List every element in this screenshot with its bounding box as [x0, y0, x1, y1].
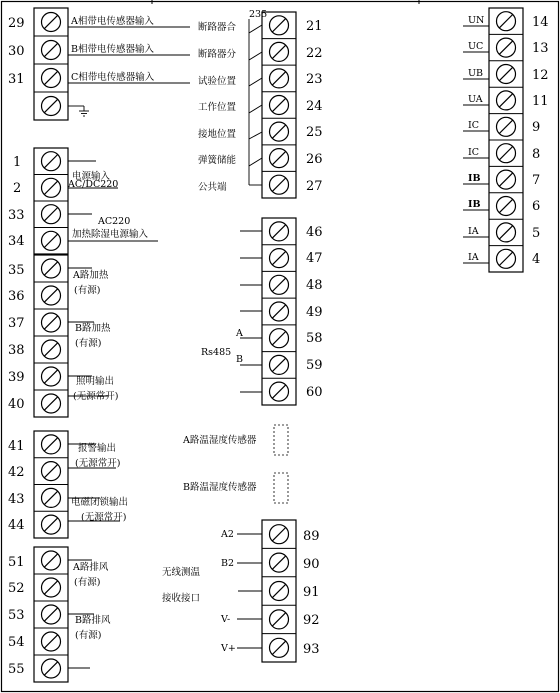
- block-alarm: [8, 431, 128, 538]
- terminal-number: 9: [532, 120, 541, 135]
- screw-terminal: [42, 152, 61, 171]
- signal-label: IC: [468, 147, 480, 158]
- breaker-status-label: 公共端: [198, 182, 227, 193]
- breaker-status-label: 接地位置: [198, 129, 237, 140]
- signal-label: UB: [468, 68, 483, 79]
- alarm-passive-label: (无源常开): [75, 458, 121, 469]
- terminal-number: 55: [8, 662, 25, 677]
- terminal-number: 37: [8, 316, 25, 331]
- terminal-number: 4: [532, 252, 541, 267]
- wireless-pin-label: V+: [221, 643, 236, 654]
- screw-terminal: [42, 286, 61, 305]
- terminal-number: 59: [306, 358, 323, 373]
- wireless-temp-label: 无线测温: [162, 567, 201, 578]
- lighting-output-label: 照明输出: [76, 376, 115, 387]
- terminal-number: 6: [532, 199, 541, 214]
- screw-terminal: [497, 65, 516, 84]
- sensor-input-label: C相带电传感器输入: [71, 72, 155, 83]
- fan-a-label: A路排风: [73, 562, 109, 573]
- screw-terminal: [42, 367, 61, 386]
- screw-terminal: [270, 582, 289, 601]
- terminal-number: 53: [8, 608, 25, 623]
- wireless-pin-label: B2: [221, 558, 235, 569]
- screw-terminal: [42, 462, 61, 481]
- terminal-number: 44: [8, 518, 25, 533]
- terminal-number: 51: [8, 555, 25, 570]
- lock-passive-label: (无源常开): [81, 512, 127, 523]
- signal-label: IA: [468, 226, 479, 237]
- power-voltage-label: AC/DC220: [68, 179, 119, 190]
- screw-terminal: [270, 249, 289, 268]
- rs485-b-label: B: [236, 354, 243, 365]
- terminal-number: 91: [303, 585, 320, 600]
- terminal-number: 49: [306, 305, 323, 320]
- terminal-number: 8: [532, 147, 541, 162]
- terminal-number: 52: [8, 581, 25, 596]
- terminal-number: 48: [306, 278, 323, 293]
- screw-terminal: [270, 355, 289, 374]
- signal-label: IB: [468, 199, 481, 210]
- sensor-input-label: B相带电传感器输入: [71, 44, 154, 55]
- screw-terminal: [270, 302, 289, 321]
- fan-b-label: B路排风: [75, 615, 111, 626]
- terminal-number: 5: [532, 226, 541, 241]
- terminal-number: 93: [303, 642, 320, 657]
- screw-terminal: [497, 144, 516, 163]
- screw-terminal: [270, 42, 289, 61]
- sensor-a-label: A路温湿度传感器: [183, 435, 257, 446]
- signal-label: UN: [468, 15, 485, 26]
- terminal-number: 60: [306, 385, 323, 400]
- signal-label: IC: [468, 120, 480, 131]
- terminal-number: 1: [13, 155, 22, 170]
- sensor-input-label: A相带电传感器输入: [71, 16, 154, 27]
- signal-label: IA: [468, 252, 479, 263]
- wireless-pin-label: V-: [221, 614, 231, 625]
- heater-b-label: B路加热: [75, 323, 111, 334]
- terminal-number: 35: [8, 263, 25, 278]
- terminal-number: 11: [532, 94, 549, 109]
- breaker-status-label: 弹簧储能: [198, 155, 237, 166]
- screw-terminal: [270, 96, 289, 115]
- terminal-number: 30: [8, 44, 25, 59]
- signal-label: IB: [468, 173, 481, 184]
- screw-terminal: [270, 525, 289, 544]
- block-wireless: [162, 520, 320, 662]
- terminal-number: 22: [306, 46, 323, 61]
- lock-output-label: 电磁闭锁输出: [71, 497, 129, 508]
- screw-terminal: [497, 12, 516, 31]
- signal-label: UA: [468, 94, 483, 105]
- screw-terminal: [270, 69, 289, 88]
- screw-terminal: [270, 638, 289, 657]
- heater-b-active-label: (有源): [75, 338, 102, 349]
- terminal-number: 46: [306, 225, 323, 240]
- screw-terminal: [42, 605, 61, 624]
- screw-terminal: [270, 149, 289, 168]
- screw-terminal: [270, 329, 289, 348]
- screw-terminal: [42, 659, 61, 678]
- terminal-number: 14: [532, 15, 549, 30]
- signal-label: UC: [468, 41, 484, 52]
- block-heater: [8, 255, 118, 417]
- terminal-number: 23: [306, 72, 323, 87]
- terminal-number: 92: [303, 613, 320, 628]
- screw-terminal: [497, 197, 516, 216]
- screw-terminal: [42, 340, 61, 359]
- rs485-a-label: A: [236, 328, 243, 339]
- screw-terminal: [42, 69, 61, 88]
- top-number-235: 235: [249, 9, 268, 20]
- block-current-voltage: [463, 8, 549, 272]
- terminal-number: 90: [303, 557, 320, 572]
- screw-terminal: [497, 38, 516, 57]
- screw-terminal: [497, 249, 516, 268]
- terminal-number: 24: [306, 99, 323, 114]
- screw-terminal: [497, 117, 516, 136]
- block-top-left: [8, 8, 190, 120]
- screw-terminal: [270, 275, 289, 294]
- breaker-status-label: 试验位置: [198, 76, 237, 87]
- screw-terminal: [42, 632, 61, 651]
- screw-terminal: [42, 435, 61, 454]
- breaker-status-label: 工作位置: [198, 102, 237, 113]
- screw-terminal: [270, 382, 289, 401]
- sensor-a-box: [274, 425, 288, 455]
- screw-terminal: [270, 175, 289, 194]
- screw-terminal: [270, 222, 289, 241]
- screw-terminal: [42, 13, 61, 32]
- terminal-number: 89: [303, 529, 320, 544]
- terminal-number: 58: [306, 331, 323, 346]
- breaker-status-label: 断路器分: [198, 49, 237, 60]
- sensor-b-label: B路温湿度传感器: [183, 482, 257, 493]
- terminal-number: 54: [8, 635, 25, 650]
- terminal-number: 29: [8, 16, 25, 31]
- ground-icon: [68, 106, 89, 116]
- terminal-number: 38: [8, 343, 25, 358]
- screw-terminal: [42, 178, 61, 197]
- terminal-number: 34: [8, 234, 25, 249]
- screw-terminal: [497, 91, 516, 110]
- screw-terminal: [497, 223, 516, 242]
- fan-b-active-label: (有源): [75, 630, 102, 641]
- heater-a-active-label: (有源): [74, 285, 101, 296]
- fan-a-active-label: (有源): [74, 577, 101, 588]
- screw-terminal: [42, 551, 61, 570]
- screw-terminal: [270, 16, 289, 35]
- wireless-pin-label: A2: [221, 529, 234, 540]
- screw-terminal: [42, 41, 61, 60]
- terminal-number: 7: [532, 173, 541, 188]
- heater-power-label: 加热除湿电源输入: [72, 229, 149, 240]
- screw-terminal: [42, 205, 61, 224]
- terminal-number: 33: [8, 208, 25, 223]
- screw-terminal: [270, 610, 289, 629]
- terminal-number: 13: [532, 41, 549, 56]
- screw-terminal: [42, 313, 61, 332]
- terminal-number: 47: [306, 251, 323, 266]
- wireless-receiver-label: 接收接口: [162, 593, 201, 604]
- breaker-status-label: 断路器合: [198, 22, 237, 33]
- heater-a-label: A路加热: [73, 270, 109, 281]
- terminal-number: 42: [8, 465, 25, 480]
- terminal-number: 25: [306, 125, 323, 140]
- block-power: [8, 148, 158, 254]
- screw-terminal: [270, 553, 289, 572]
- terminal-number: 27: [306, 179, 323, 194]
- screw-terminal: [42, 97, 61, 116]
- terminal-number: 43: [8, 492, 25, 507]
- screw-terminal: [42, 259, 61, 278]
- terminal-number: 12: [532, 68, 549, 83]
- block-rs485: [201, 218, 323, 405]
- screw-terminal: [270, 122, 289, 141]
- power-input-label: 电源输入: [72, 171, 111, 182]
- terminal-number: 39: [8, 370, 25, 385]
- block-fan: [8, 547, 111, 682]
- screw-terminal: [497, 170, 516, 189]
- terminal-number: 26: [306, 152, 323, 167]
- heater-voltage-label: AC220: [98, 216, 131, 227]
- block-breaker-status: [198, 9, 323, 198]
- sensor-b-box: [274, 473, 288, 503]
- screw-terminal: [42, 488, 61, 507]
- terminal-number: 21: [306, 19, 323, 34]
- lighting-passive-label: (无源常开): [73, 391, 119, 402]
- terminal-number: 40: [8, 397, 25, 412]
- terminal-number: 31: [8, 72, 25, 87]
- sensor-area: [182, 425, 288, 503]
- terminal-number: 36: [8, 289, 25, 304]
- rs485-label: Rs485: [201, 347, 232, 358]
- terminal-number: 2: [13, 181, 22, 196]
- alarm-output-label: 报警输出: [78, 443, 117, 454]
- screw-terminal: [42, 231, 61, 250]
- screw-terminal: [42, 578, 61, 597]
- screw-terminal: [42, 394, 61, 413]
- terminal-number: 41: [8, 439, 25, 454]
- screw-terminal: [42, 515, 61, 534]
